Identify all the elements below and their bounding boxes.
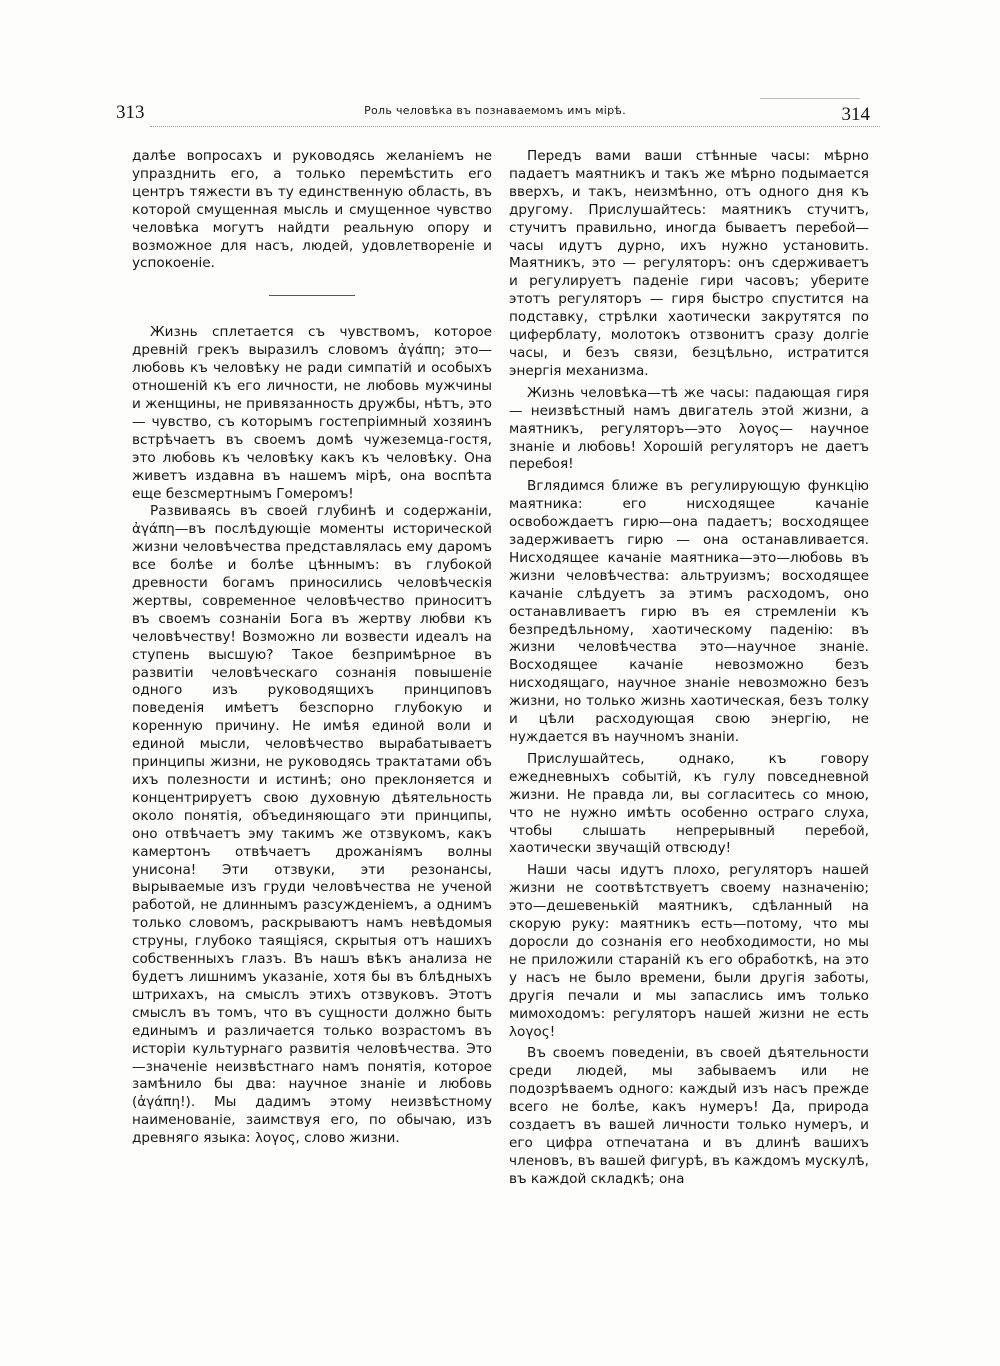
left-column [132,148,492,1148]
page-number-left: 313 [116,102,145,123]
paragraph-agape: Жизнь сплетается съ чувствомъ, которое древній грекъ выразилъ словомъ ἀγάπη; это—любовь къ человѣку не ради симпатій и особыхъ отношеній къ его личности, не любовь мужчины и женщины, не привязанность дружбы, нѣтъ, это — чувство, съ которымъ гостепріимный хозяинъ встрѣчаетъ въ своемъ домѣ чужеземца-гостя, это любовь къ человѣку какъ къ человѣку. Она живетъ издавна въ нашемъ мірѣ, она воспѣта еще безсмертнымъ Гомеромъ! [132,324,493,502]
page-header [110,96,880,136]
header-ornament-rule [760,98,860,99]
paragraph-development: Развиваясь въ своей глубинѣ и содержаніи, ἀγάπη—въ послѣдующіе моменты исторической жизни человѣчества представлялась ему даромъ все болѣе и болѣе цѣннымъ: въ глубокой древности богамъ приносились человѣческія жертвы, современное человѣчество приноситъ въ своемъ сознаніи Бога въ жертву любви къ человѣчеству! Возможно ли возвести идеалъ на ступень высшую? Такое безпримѣрное въ развитіи человѣческаго сознанія повышеніе одного изъ руководящихъ принциповъ поведенія имѣетъ безспорно глубокую и коренную причину. Не имѣя единой воли и единой мысли, человѣчество вырабатываетъ принципы жизни, не руководясь трактатами объ ихъ полезности и истинѣ; оно преклоняется и концентрируетъ свою духовную дѣятельность около понятія, объединяющаго эти принципы, оно отвѣчаетъ эму такимъ же отзвукомъ, какъ камертонъ отвѣчаетъ дрожаніямъ волны унисона! Эти отзвуки, эти резонансы, вырываемые изъ груди человѣчества не ученой работой, не длиннымъ разсужденіемъ, а однимъ только словомъ, раскрываютъ намъ невѣдомыя струны, глубоко таящіяся, скрытыя отъ нашихъ собственныхъ глазъ. Въ нашъ вѣкъ анализа не будетъ лишнимъ указаніе, хотя бы въ блѣдныхъ штрихахъ, на смыслъ этихъ отзвуковъ. Этотъ смыслъ въ томъ, что въ сущности должно быть единымъ и различается только возрастомъ въ исторіи культурнаго развитія человѣчества. Это—значеніе неизвѣстнаго намъ понятія, которое замѣнило бы два: научное знаніе и любовь (ἀγάπη!). Мы дадимъ этому неизвѣстному наименованіе, заимствуя его, по обычаю, изъ древняго языка: λογος, слово жизни. [132,503,492,1147]
paragraph-life-clock: Жизнь человѣка—тѣ же часы: падающая гиря — неизвѣстный намъ двигатель этой жизни, а маятникъ, регуляторъ—это λογος— научное знаніе и любовь! Хорошій регуляторъ не даетъ перебоя! [509,384,869,473]
page-number-right: 314 [841,104,870,125]
paragraph-pendulum: Вглядимся ближе въ регулирующую функцію маятника: его нисходящее качаніе освобождаетъ гирю—она падаетъ; восходящее задерживаетъ гирю — она останавливается. Нисходящее качаніе маятника—это—любовь въ жизни человѣчества: альтруизмъ; восходящее качаніе слѣдуетъ за этимъ расходомъ, оно останавливаетъ гирю въ ея стремленіи къ безпредѣльному, хаотическому паденію: въ жизни человѣчества это—научное знаніе. Восходящее качаніе невозможно безъ нисходящаго, научное знаніе невозможно безъ жизни, но только жизнь хаотическая, безъ толку и цѣли расходующая свою энергію, не нуждается въ научномъ знаніи. [509,478,869,745]
paragraph-our-clocks: Наши часы идутъ плохо, регуляторъ нашей жизни не соотвѣтствуетъ своему назначенію; это—дешевенькій маятникъ, сдѣланный на скорую руку: маятникъ есть—потому, что мы доросли до сознанія его необходимости, но мы не приложили стараній къ его обработкѣ, на это у насъ не было времени, были другія заботы, другія печали и мы запаслись имъ только мимоходомъ: регуляторъ нашей жизни не есть λογος! [509,862,869,1040]
section-separator [269,295,355,296]
right-column [509,148,869,1189]
header-rule [150,126,880,127]
paragraph-intro: далѣе вопросахъ и руководясь желаніемъ не упразднить его, а только перемѣстить его центръ тяжести въ ту единственную область, въ которой смущенная мысль и смущенное чувство человѣка могутъ найдти реальную опору и возможное для насъ, людей, удовлетвореніе и успокоеніе. [132,148,492,272]
paragraph-listen: Прислушайтесь, однако, къ говору ежедневныхъ событій, къ гулу повседневной жизни. Не правда ли, вы согласитесь со мною, что не нужно имѣть особенно остраго слуха, чтобы слышать непрерывный перебой, хаотически звучащій отвсюду! [509,750,869,857]
paragraph-clock: Передъ вами ваши стѣнные часы: мѣрно падаетъ маятникъ и такъ же мѣрно подымается вверхъ, и такъ, неизмѣнно, отъ одного дня къ другому. Прислушайтесь: маятникъ стучитъ, стучитъ правильно, иногда бываетъ перебой—часы идутъ дурно, ихъ нужно установить. Маятникъ, это — регуляторъ: онъ сдерживаетъ и регулируетъ паденіе гири часовъ; уберите этотъ регуляторъ — гиря быстро спустится на подставку, стрѣлки хаотически закрутятся по циферблату, молотокъ отзвонитъ сразу долгіе часы, и безъ связи, безцѣльно, истратится энергія механизма. [509,148,869,379]
running-title: Роль человѣка въ познаваемомъ имъ мірѣ. [364,104,626,117]
paragraph-number: Въ своемъ поведеніи, въ своей дѣятельности среди людей, мы забываемъ или не подозрѣваемъ одного: каждый изъ насъ прежде всего не болѣе, какъ нумеръ! Да, природа создаетъ въ вашей личности только нумеръ, и его цифра отпечатана и въ длинѣ вашихъ членовъ, въ вашей фигурѣ, въ каждомъ мускулѣ, въ каждой складкѣ; она [509,1045,869,1187]
